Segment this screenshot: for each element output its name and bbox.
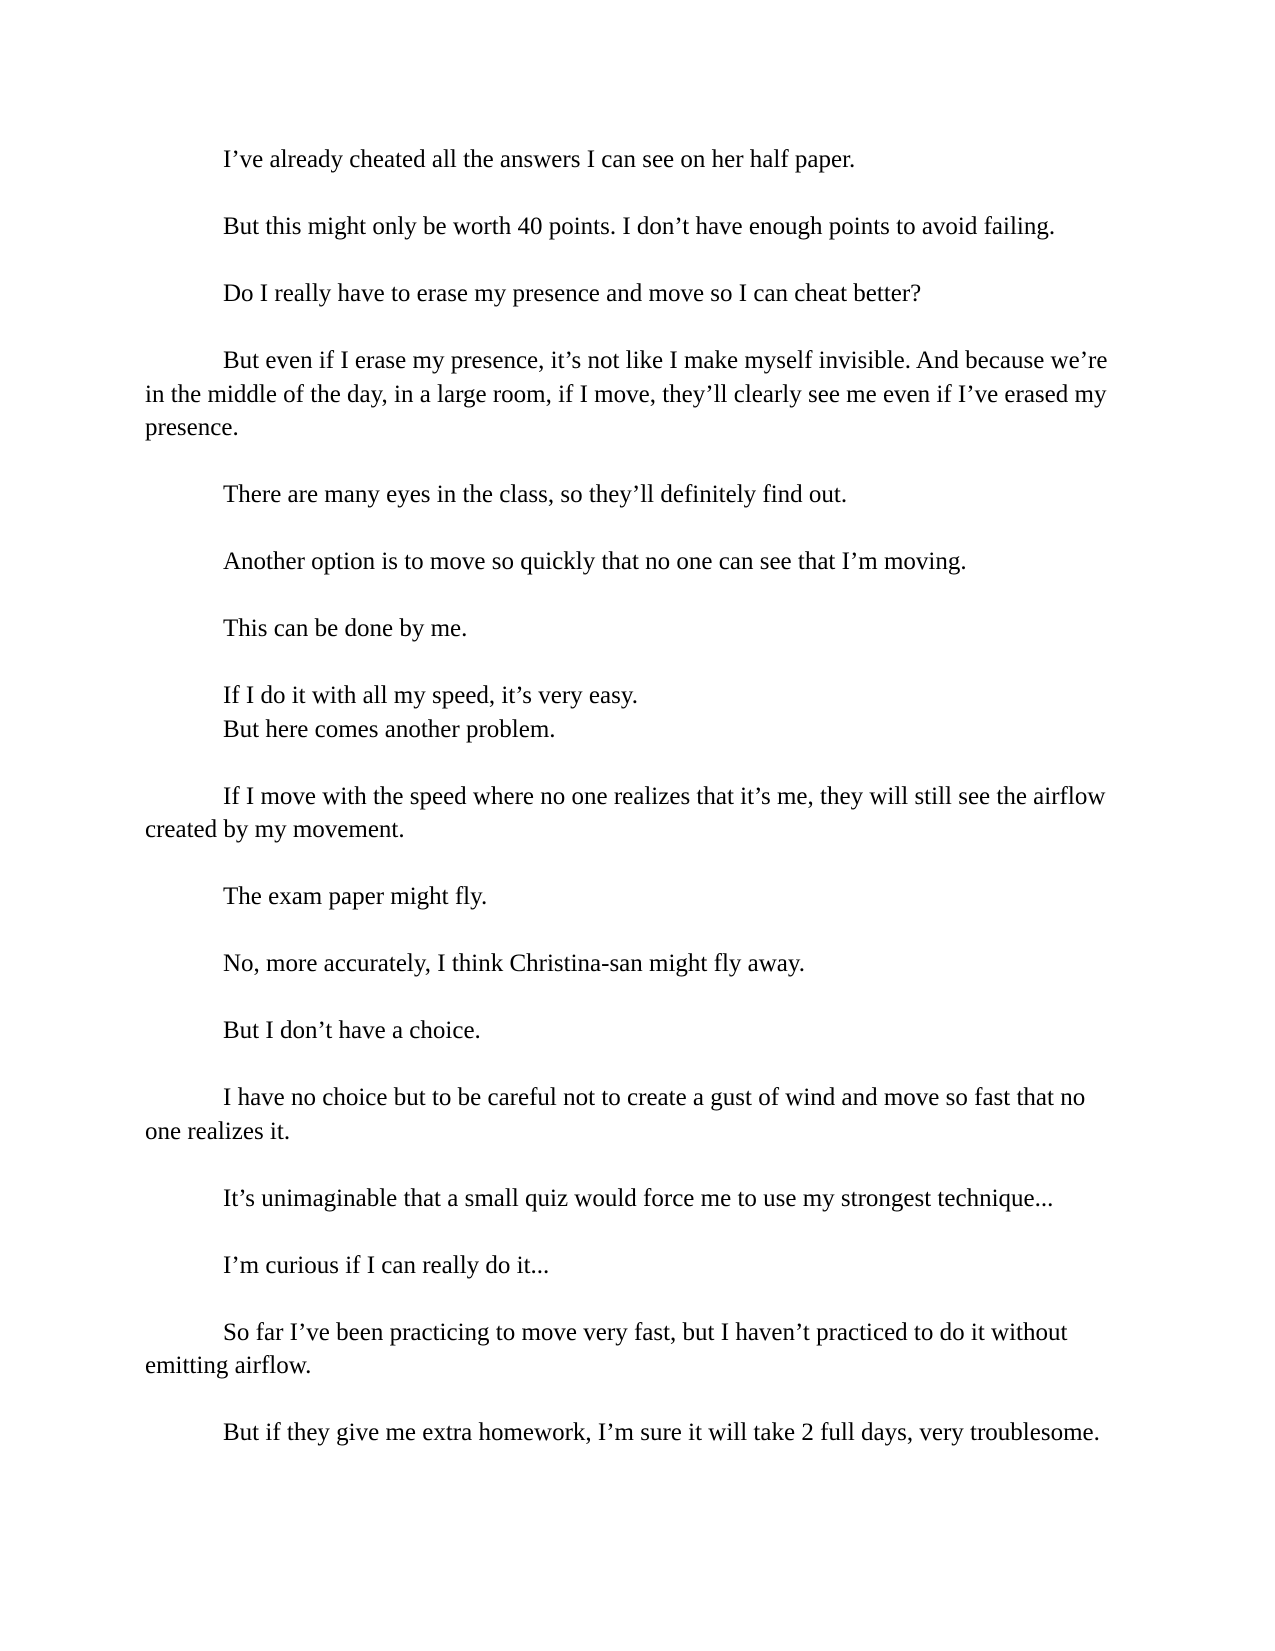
text-line: But I don’t have a choice. (223, 1017, 481, 1044)
paragraph-block (145, 478, 1135, 512)
text-line: Do I really have to erase my presence and move so I can cheat better? (223, 280, 922, 307)
paragraph-block (145, 1316, 1135, 1383)
text-line: There are many eyes in the class, so they’ll definitely find out. (223, 481, 848, 508)
text-line: presence. (145, 414, 239, 441)
text-line: If I move with the speed where no one realizes that it’s me, they will still see the airflow (223, 782, 1106, 810)
text-line: It’s unimaginable that a small quiz would force me to use my strongest technique... (223, 1184, 1054, 1212)
paragraph-block (145, 947, 1135, 981)
text-line: This can be done by me. (223, 615, 468, 642)
paragraph-block (145, 780, 1135, 847)
paragraph-block (145, 210, 1135, 244)
text-line: I’m curious if I can really do it... (223, 1251, 550, 1279)
paragraph-block (145, 1182, 1135, 1216)
paragraph-block (145, 1416, 1135, 1450)
paragraph-block (145, 344, 1135, 445)
text-line: No, more accurately, I think Christina-san might fly away. (223, 950, 806, 977)
paragraph-block (145, 1081, 1135, 1148)
text-line: in the middle of the day, in a large room, if I move, they’ll clearly see me even if I’ve erased my (145, 380, 1107, 408)
text-line: The exam paper might fly. (223, 883, 488, 910)
paragraph-block (145, 143, 1135, 177)
text-line: one realizes it. (145, 1117, 291, 1145)
paragraph-block (145, 277, 1135, 311)
paragraph-block (145, 880, 1135, 914)
text-line: I’ve already cheated all the answers I can see on her half paper. (223, 146, 856, 173)
paragraph-block (145, 612, 1135, 646)
text-line: But here comes another problem. (223, 715, 556, 743)
text-line: But this might only be worth 40 points. I don’t have enough points to avoid failing. (223, 213, 1056, 240)
paragraph-block (145, 545, 1135, 579)
text-line: Another option is to move so quickly that no one can see that I’m moving. (223, 548, 967, 575)
text-line: created by my movement. (145, 816, 405, 843)
text-line: emitting airflow. (145, 1352, 312, 1379)
text-line: But even if I erase my presence, it’s not like I make myself invisible. And because we’re (223, 347, 1108, 374)
paragraph-block (145, 1014, 1135, 1048)
text-line: So far I’ve been practicing to move very fast, but I haven’t practiced to do it without (223, 1318, 1068, 1346)
paragraph-block (145, 679, 1135, 746)
document-text (145, 143, 1135, 1450)
text-line: But if they give me extra homework, I’m sure it will take 2 full days, very troublesome. (223, 1419, 1100, 1446)
paragraph-block (145, 1249, 1135, 1283)
text-line: If I do it with all my speed, it’s very easy. (223, 682, 638, 709)
text-line: I have no choice but to be careful not to create a gust of wind and move so fast that no (223, 1084, 1086, 1111)
